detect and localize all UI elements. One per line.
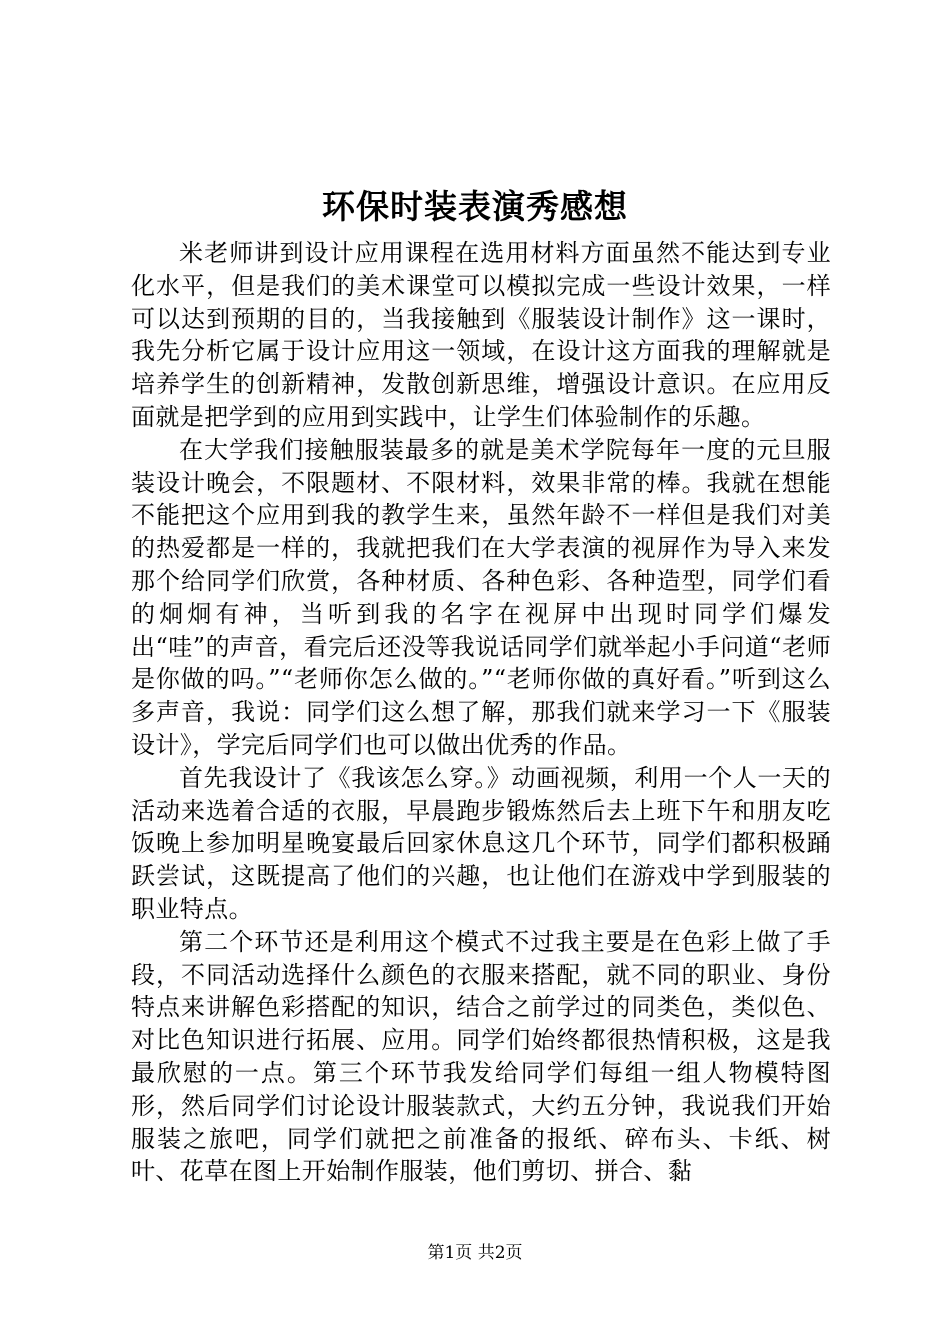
paragraph-3: 首先我设计了《我该怎么穿。》动画视频，利用一个人一天的活动来选着合适的衣服，早晨跑步锻炼然后去上班下午和朋友吃饭晚上参加明星晚宴最后回家休息这几个环节，同学们都积极踊跃尝试，这既提高了他们的兴趣，也让他们在游戏中学到服装的职业特点。: [131, 763, 831, 923]
document-title: 环保时装表演秀感想: [322, 187, 628, 226]
document-body: [131, 237, 831, 1188]
paragraph-2: 在大学我们接触服装最多的就是美术学院每年一度的元旦服装设计晚会，不限题材、不限材料，效果非常的棒。我就在想能不能把这个应用到我的教学生来，虽然年龄不一样但是我们对美的热爱都是一样的，我就把我们在大学表演的视屏作为导入来发那个给同学们欣赏，各种材质、各种色彩、各种造型，同学们看的炯炯有神，当听到我的名字在视屏中出现时同学们爆发出“哇”的声音，看完后还没等我说话同学们就举起小手问道“老师是你做的吗。”“老师你怎么做的。”“老师你做的真好看。”听到这么多声音，我说：同学们这么想了解，那我们就来学习一下《服装设计》，学完后同学们也可以做出优秀的作品。: [131, 435, 831, 759]
paragraph-1: 米老师讲到设计应用课程在选用材料方面虽然不能达到专业化水平，但是我们的美术课堂可以模拟完成一些设计效果，一样可以达到预期的目的，当我接触到《服装设计制作》这一课时，我先分析它属于设计应用这一领域，在设计这方面我的理解就是培养学生的创新精神，发散创新思维，增强设计意识。在应用反面就是把学到的应用到实践中，让学生们体验制作的乐趣。: [131, 239, 831, 431]
page-footer: 第1页 共2页: [427, 1243, 523, 1263]
paragraph-4: 第二个环节还是利用这个模式不过我主要是在色彩上做了手段，不同活动选择什么颜色的衣服来搭配，就不同的职业、身份特点来讲解色彩搭配的知识，结合之前学过的同类色，类似色、对比色知识进行拓展、应用。同学们始终都很热情积极，这是我最欣慰的一点。第三个环节我发给同学们每组一组人物模特图形，然后同学们讨论设计服装款式，大约五分钟，我说我们开始服装之旅吧，同学们就把之前准备的报纸、碎布头、卡纸、树叶、花草在图上开始制作服装，他们剪切、拼合、黏: [131, 927, 831, 1186]
